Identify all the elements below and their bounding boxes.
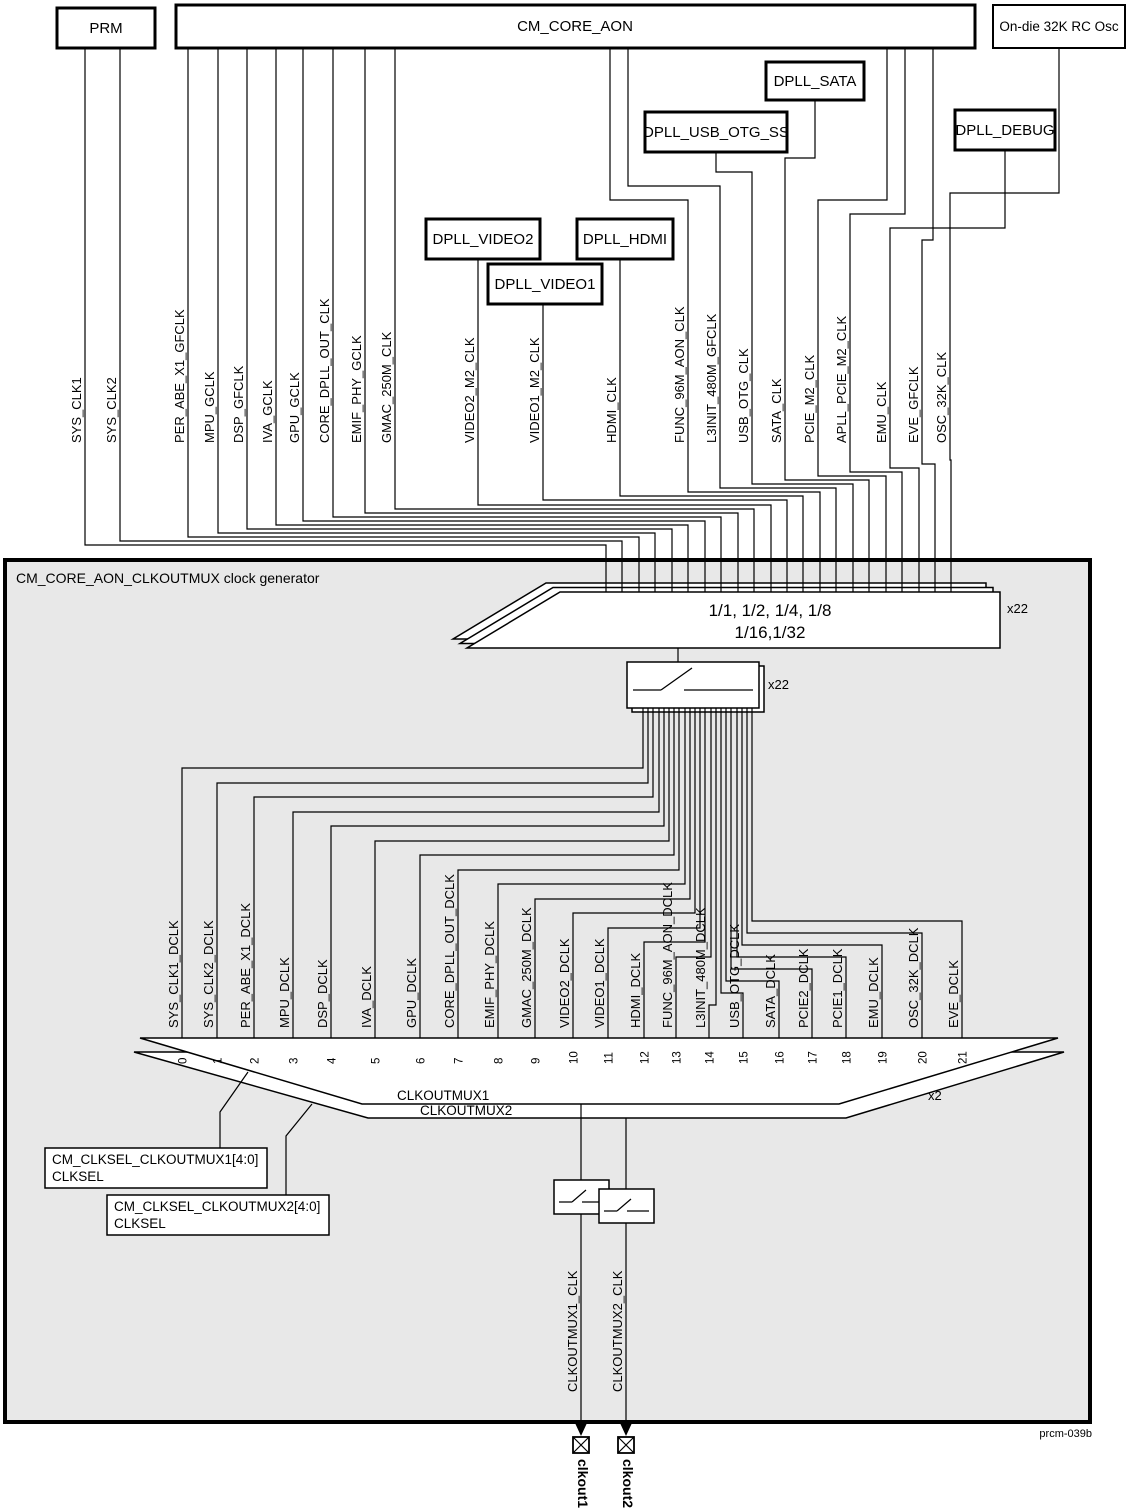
mux-input-label: IVA_DCLK [359,966,374,1028]
dpll-video2-label: DPLL_VIDEO2 [432,231,534,248]
divider-ratios-line1: 1/1, 1/2, 1/4, 1/8 [708,601,832,620]
mux-input-label: EVE_DCLK [946,960,961,1028]
source-clock-label: SATA_CLK [769,378,784,443]
clock-wire [120,48,622,592]
mux-input-label: GMAC_250M_DCLK [519,907,534,1028]
mux-input-number: 18 [841,1051,854,1064]
mux-input-label: HDMI_DCLK [628,952,643,1028]
source-clock-label: HDMI_CLK [604,377,619,443]
mux-input-label: PCIE1_DCLK [830,948,845,1028]
prm-label: PRM [89,20,123,37]
mux-input-label: FUNC_96M_AON_DCLK [660,882,675,1028]
clksel2-field: CLKSEL [114,1216,166,1231]
source-clock-label: SYS_CLK1 [69,377,84,443]
mux-input-number: 2 [249,1057,262,1064]
mux-input-number: 13 [671,1051,684,1064]
source-clock-wires [85,48,1059,592]
mux-input-number: 16 [774,1051,787,1064]
mux-input-label: SYS_CLK1_DCLK [166,920,181,1028]
clksel1-box [45,1148,267,1188]
mux-input-number: 8 [493,1057,506,1064]
mux2-name: CLKOUTMUX2 [420,1103,513,1118]
source-clock-label: GMAC_250M_CLK [379,331,394,443]
clock-wire [850,48,905,592]
mux-input-number: 20 [917,1051,930,1064]
clock-wire [276,48,688,592]
source-clock-label: EVE_GFCLK [906,366,921,443]
source-clock-label: SYS_CLK2 [104,377,119,443]
mux-input-number: 14 [704,1051,717,1064]
source-clock-label: VIDEO1_M2_CLK [527,337,542,443]
dpll-usb-label: DPLL_USB_OTG_SS [643,124,789,141]
clock-wire [785,100,869,592]
source-clock-label: EMIF_PHY_GCLK [349,335,364,443]
dpll-sata-label: DPLL_SATA [773,73,857,90]
mux-count: x2 [928,1088,942,1103]
mux-input-label: GPU_DCLK [404,957,419,1028]
dpll-hdmi-label: DPLL_HDMI [582,231,668,248]
dpll-video1-label: DPLL_VIDEO1 [494,276,596,293]
mux-input-label: PCIE2_DCLK [796,948,811,1028]
mux-input-label: L3INIT_480M_DCLK [693,907,708,1028]
osc-label: On-die 32K RC Osc [999,19,1119,34]
source-clock-label: OSC_32K_CLK [934,351,949,443]
mux-input-label: CORE_DPLL_OUT_DCLK [442,874,457,1028]
mux-input-label: USB_OTG_DCLK [727,923,742,1028]
mux-input-label: SATA_DCLK [763,954,778,1028]
source-clock-label: USB_OTG_CLK [736,348,751,443]
top-boxes [57,5,1125,304]
mux-input-number: 6 [415,1057,428,1064]
mux-input-number: 5 [370,1057,383,1064]
dpll-debug-label: DPLL_DEBUG [955,122,1055,139]
mux-input-label: DSP_DCLK [315,959,330,1028]
mux1-name: CLKOUTMUX1 [397,1088,490,1103]
pad2-label: clkout2 [620,1459,636,1509]
clock-wire [543,304,787,592]
source-clock-label: VIDEO2_M2_CLK [462,337,477,443]
source-clock-label: PER_ABE_X1_GFCLK [172,309,187,443]
mux-input-number: 21 [957,1051,970,1064]
source-clock-label: APLL_PCIE_M2_CLK [834,315,849,443]
clksel2-register: CM_CLKSEL_CLKOUTMUX2[4:0] [114,1199,321,1214]
output-gate2 [599,1189,654,1223]
source-clock-label: EMU_CLK [874,381,889,443]
clock-wire [85,48,606,592]
mux-input-label: EMU_DCLK [866,957,881,1028]
pad1-label: clkout1 [575,1459,591,1509]
cm-core-aon-label: CM_CORE_AON [517,18,633,35]
source-clock-label: IVA_GCLK [260,380,275,443]
clock-wire [188,48,639,592]
mux-input-number: 1 [212,1057,225,1064]
mux-input-label: OSC_32K_DCLK [906,927,921,1028]
mux-input-label: VIDEO1_DCLK [592,938,607,1028]
mux-input-number: 10 [568,1051,581,1064]
clksel2-box [107,1195,329,1235]
arrow-down-icon [575,1423,587,1436]
mux-input-number: 4 [326,1057,339,1064]
gate-count: x22 [768,677,789,692]
mux-input-number: 0 [177,1057,190,1064]
arrow-down-icon [620,1423,632,1436]
mux-input-number: 15 [738,1051,751,1064]
source-clock-label: PCIE_M2_CLK [802,354,817,443]
output-pads [573,1423,634,1453]
mux-input-number: 11 [603,1052,616,1064]
mux-input-label: VIDEO2_DCLK [557,938,572,1028]
source-clock-label: DSP_GFCLK [231,365,246,443]
clock-wire [218,48,655,592]
divider-count: x22 [1007,601,1028,616]
divider-ratios-line2: 1/16,1/32 [734,623,806,642]
generator-title: CM_CORE_AON_CLKOUTMUX clock generator [16,570,320,586]
out2-signal-label: CLKOUTMUX2_CLK [610,1270,625,1392]
source-clock-labels [69,298,949,443]
source-clock-label: MPU_GCLK [202,371,217,443]
clksel1-field: CLKSEL [52,1169,104,1184]
clock-wire [478,259,771,592]
mux-input-label: PER_ABE_X1_DCLK [238,902,253,1028]
mux-input-label: SYS_CLK2_DCLK [201,920,216,1028]
mux-input-number: 12 [639,1051,652,1064]
source-clock-label: FUNC_96M_AON_CLK [672,306,687,443]
figure-id: prcm-039b [1039,1428,1092,1440]
clock-wire [247,48,672,592]
clock-wire [922,48,935,592]
mux-input-label: MPU_DCLK [277,957,292,1028]
clock-gate-block [627,662,764,712]
mux-input-number: 3 [288,1057,301,1064]
mux-input-number: 7 [453,1057,466,1064]
out1-signal-label: CLKOUTMUX1_CLK [565,1270,580,1392]
source-clock-label: CORE_DPLL_OUT_CLK [317,298,332,443]
mux-input-number: 9 [530,1057,543,1064]
clksel1-register: CM_CLKSEL_CLKOUTMUX1[4:0] [52,1152,259,1167]
mux-input-number: 17 [807,1051,820,1064]
source-clock-label: GPU_GCLK [287,372,302,443]
mux-input-label: EMIF_PHY_DCLK [482,921,497,1028]
source-clock-label: L3INIT_480M_GFCLK [704,313,719,443]
mux-input-number: 19 [877,1051,890,1064]
